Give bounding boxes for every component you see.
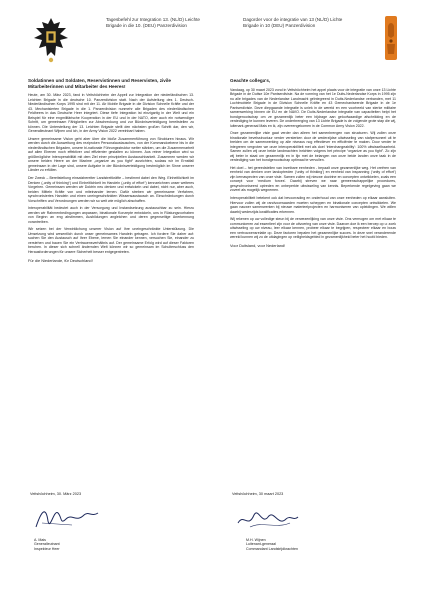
nl-dayorder-title: Dagorder voor de integratie van 13 (NL/D) Lichte Brigade in 10 (DEU) Panzerdivision	[243, 17, 343, 28]
de-paragraph: Unsere gemeinsame Vision geht aber über die bloße Zusammenführung von Strukturen hinaus. Wir werden durch die Ausweitung des reziproken Personalaustausches, von der Kommandoebene bis in die niederländischen Brigaden, unsere bi-nationale Führungsstruktur weiter stärken, um die Zusammenarbeit auf allen Ebenen noch effektiver und effizienter gestalten zu können. Aus reiner Integration wird so größtmögliche Interoperabilität mit dem Ziel einer prinzipiellen Austauschbarkeit. Zusammen werden wir unsere beiden Heere an der Maxime „organize as you fight“ ausrichten, sodass wir im Ernstfall gemeinsam in der Lage sind, unsere Aufgabe in der Bündnisverteidigung bestmöglich im Sinne unserer Länder zu erfüllen.	[28, 136, 194, 173]
de-signatory-name: A. Mais	[34, 538, 46, 542]
de-signatory	[34, 538, 60, 551]
de-paragraph: Heute, am 30. März 2023, fand in Veitshöchheim der Appell zur Integration der niederländischen 13. Leichten Brigade in die deutsche 10. Panzerdivision statt. Nach der Aufstellung des 1. Deutsch-Niederländischen Korps 1995 sind mit der 11. Air Mobile Brigade in die Division Schnelle Kräfte und der 43. Mechanisierten Brigade in die 1. Panzerdivision nunmehr alle Brigaden des niederländischen Feldheers in das Deutsche Heer integriert. Diese tiefe Integration ist einzigartig in der Welt und ein Beispiel für eine engmilitärische Kooperation in der EU und in der NATO, aber auch ein notwendiger Schritt, um gemeinsam Fähigkeiten zur Abschreckung und zur Bündnisverteidigung bereitstellen zu können. Die Unterstellung der 13. Leichten Brigade stellt den nächsten großen Schritt dar, den wir, Generalleutnant Wijnen und ich, in der Army Vision 2022 vereinbart haben.	[28, 93, 194, 134]
de-paragraph: Wir setzen bei der Verwirklichung unserer Vision auf Ihre uneingeschränkte Unterstützung. Die Umsetzung wird wesentlich durch unser gemeinsames Handeln getragen. Ich fordere Sie daher auf: suchen Sie den Austausch auf Ihrer Ebene, lernen Sie einander kennen, versuchen Sie, einander zu verstehen und bauen Sie ein Vertrauensverhältnis auf. Der gemeinsame Erfolg wird auf dieser Faktoren beruhen. In dieser sich schnell ändernden Welt können wir so gemeinsam im Schulterschluss den Herausforderungen für unsere Sicherheit besser entgegentreten.	[28, 227, 194, 254]
de-greeting: Soldatinnen und Soldaten, Reservistinnen und Reservisten, zivile Mitarbeiterinnen und Mitarbeiter des Heeres!	[28, 78, 171, 89]
nl-signatory	[246, 538, 298, 551]
nl-paragraph: Het doel – het gereedstellen van inzetbare eenheden - bepaalt onze gezamenlijke weg. Het creëren van eenheid van denken over landoptreden (‘unity of thinking’) en eenheid van inspanning (‘unity of effort’) zijn kernaspecten van onze visie. Samen zullen wij nieuwe doctrine en concepten ontwikkelen, zoals een concept voor ‘medium forces’. Daarbij streven we naar gemeenschappelijke procedures, gesynchroniseerd optreden en onbeperkte uitwisseling van kennis. Beperkende regelgeving gaan we zoveel als mogelijk wegnemen.	[230, 165, 396, 193]
nl-paragraph: Vandaag, op 30 maart 2023 vond in Veitshöchheim het appel plaats voor de integratie van onze 13 Lichte Brigade in de Duitse 10e Pantserdivisie. Na de vorming van het 1e Duits-Nederlandse Korps in 1995 zijn nu alle brigades van de Nederlandse Landmacht geïntegreerd in Duits-Nederlandse verbanden, met 11 Luchtmobiele Brigade in de Division Schnelle Kräfte en 43 Gemechaniseerde Brigade in de 1e Pantserdivisie. Deze diepgaande integratie is uniek in de wereld en een voorbeeld van sterke militaire samenwerking binnen de EU en de NAVO. De Duits-Nederlandse integratie van capaciteiten helpt het bondgenootschap om ze gezamenlijk beter een bijdrage aan geloofwaardige afschrikking en de verdediging te kunnen leveren. De onderbrenging van 13 Lichte Brigade is de volgende grote stap die wij, luitenant-generaal Mais en ik, zijn overeengekomen in de Common Army Vision 2022.	[230, 87, 396, 128]
de-signatory-role: Inspekteur Heer	[34, 546, 60, 551]
mais-signature	[32, 503, 102, 533]
german-army-eagle-crest-icon	[30, 14, 72, 64]
dutch-army-lion-emblem-icon	[382, 14, 400, 64]
nl-closing: Voor Duitsland, voor Nederland!	[230, 243, 286, 249]
de-signatory-rank: Generalleutnant	[34, 542, 60, 547]
nl-paragraph: Interoperabiliteit betekent ook dat bevoorrading en onderhoud van onze eenheden op elkaar aansluiten. Hiervoor zullen wij de randvoorwaarden moeten scheppen en binationale concepten ontwikkelen. We gaan nauwer samenwerken bij nieuwe materieelprojecten en harmoniseren van opleidingen. We willen daarbij wederzijds kwalificaties erkennen.	[230, 196, 396, 214]
de-paragraph: Der Zweck – Bereitstellung einsatzbereiter Landstreitkräfte – bestimmt dabei den Weg. Einheitlichkeit im Denken („unity of thinking“) und Einheitlichkeit im Handeln („unity of effort“) kennzeichnen unser weiteres Vorgehen. Gemeinsam werden wir Doktrin neu denken und entwickeln und dabei, nicht nur, aber auch, beiden Mitteln Kräfte von und miteinander lernen. Dafür streben wir gemeinsame Verfahren, synchronisiertes Handeln und einen uneingeschränkten Wissensaustausch an. Einschränkungen durch Vorschriften und Verordnungen werden wir so weit wie möglich abschaffen.	[28, 176, 194, 203]
dutch-text-column	[230, 78, 396, 248]
de-dayorder-title: Tagesbefehl zur Integration 13. (NL/D) Leichte Brigade in die 10. (DEU) Panzerdivision	[106, 17, 200, 28]
nl-signatory-name: M.H. Wijnen	[246, 538, 266, 542]
de-date-line: Veitshöchheim, 30. März 2023	[30, 492, 82, 496]
nl-paragraph: Wij rekenen op uw volledige steun bij de verwezenlijking van onze visie. Ons vermogen om met elkaar te communiceren zal essentieel zijn voor de uitvoering van onze visie. Daarom doe ik een beroep op u: zoek uitwisseling op uw niveau, leer elkaar kennen, probeer elkaar te begrijpen, respecteer elkaar en bouw een vertrouwensrelatie op. Deze factoren bepalen het gezamenlijke succes. In deze snel veranderende wereld kunnen wij zo de uitdagingen op veiligheidsgebied in gezamenlijkheid beter het hoofd bieden.	[230, 217, 397, 240]
de-paragraph: Interoperabilität bedeutet auch in der Versorgung und Instandsetzung austauschbar zu sein. Hierzu werden wir Rahmenbedingungen anpassen, binationale Konzepte entwickeln, uns in Rüstungsvorhaben von Beginn an eng abstimmen, Ausbildungen angleichen und deren gegenseitige Anerkennung vorantreiben.	[28, 206, 194, 224]
nl-greeting: Geachte collega's,	[230, 78, 271, 83]
nl-date-line: Veitshöchheim, 30 maart 2023	[232, 492, 284, 496]
german-text-column	[28, 78, 194, 263]
nl-signatory-rank: Luitenant-generaal	[246, 542, 276, 547]
nl-paragraph: Onze gezamenlijke visie gaat verder dan alleen het samenbrengen van structuren. Wij zullen onze binationale bevelsstructuur verder versterken door de wederzijdse uitwisseling van stafpersoneel uit te breiden om de samenwerking op alle niveaus nog effectiever en efficiënter te maken. Door verder te integreren vergroten we onze interoperabiliteit met als doel ‘interchangeability’: 100% uitwisselbaarheid. Samen zullen wij onze beide landmachten inrichten volgens het principe “organize as you fight”. Zo zijn wij beter in staat om gezamenlijk en in lijn met de belangen van onze beide landen onze taak in de verdediging van het bondgenootschap optimaal te vervullen.	[230, 131, 396, 163]
de-closing: Für die Niederlande, für Deutschland!	[28, 257, 93, 263]
wijnen-signature	[232, 503, 302, 533]
nl-signatory-role: Commandant Landstrijdkrachten	[246, 546, 298, 551]
